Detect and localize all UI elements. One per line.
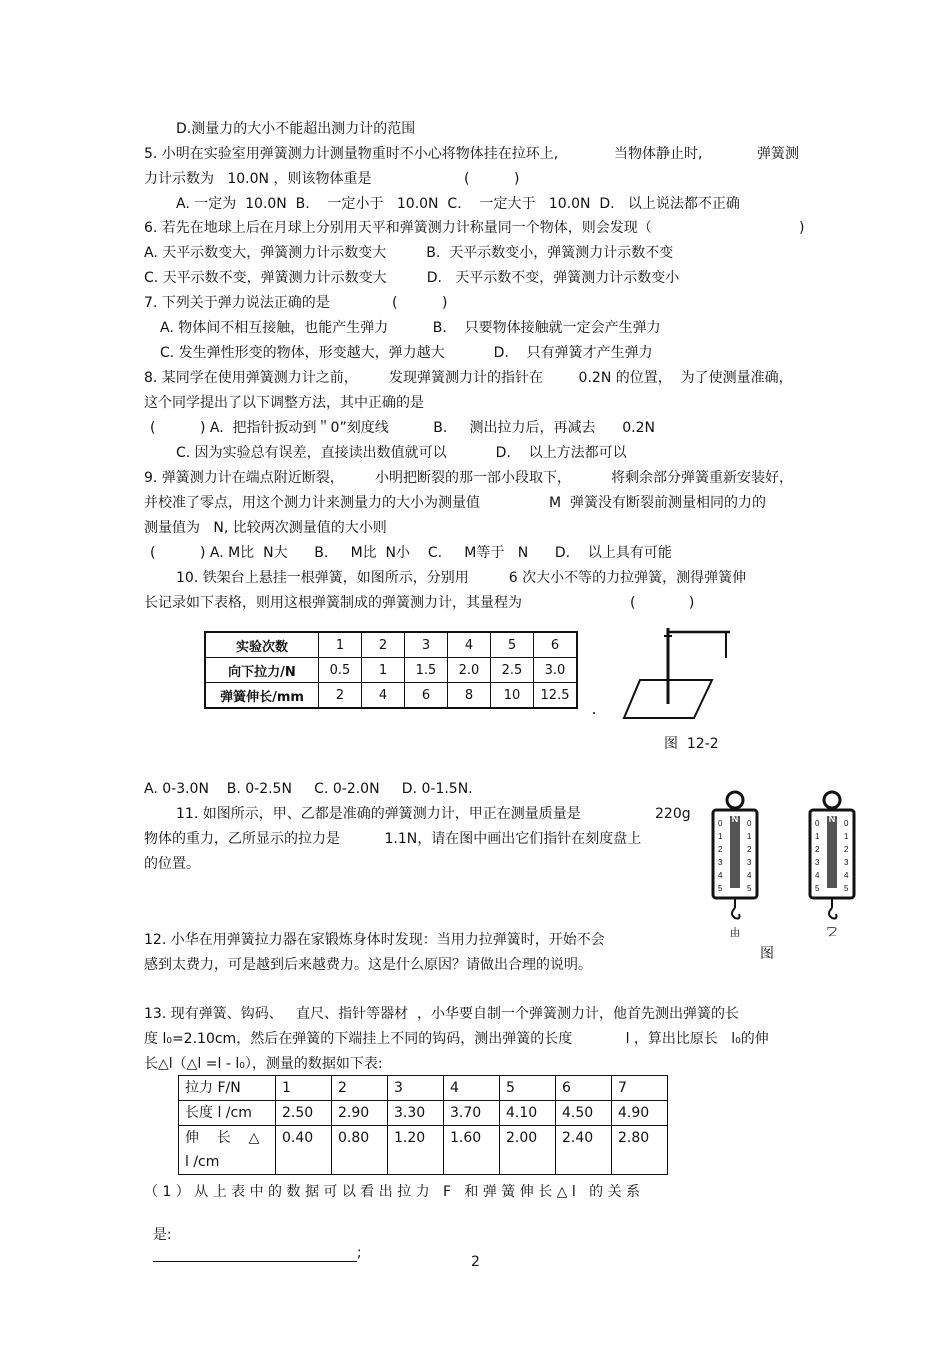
table-row	[205, 658, 577, 683]
table-cell: 6	[534, 632, 578, 658]
table-row	[179, 1126, 668, 1175]
q13-data-table	[178, 1075, 668, 1175]
q9-line2-b: M 弹簧没有断裂前测量相同的力的	[549, 495, 766, 511]
table-cell: 4.90	[612, 1101, 668, 1126]
table-cell: 4.10	[500, 1101, 556, 1126]
scale-right-5: 5	[747, 884, 752, 893]
scale-right-1: 1	[844, 832, 849, 841]
table-cell: 2	[319, 683, 362, 709]
table-cell: 2.50	[276, 1101, 332, 1126]
table-row	[179, 1076, 668, 1101]
q13-sub1-end: ;	[356, 1245, 362, 1261]
table-cell: 2.40	[556, 1126, 612, 1175]
stand-dot	[593, 712, 595, 714]
scale-right-2: 2	[844, 845, 849, 854]
table-cell: 5	[500, 1076, 556, 1101]
q7-stem: 7. 下列关于弹力说法正确的是	[144, 295, 330, 311]
scale-left-3: 3	[815, 858, 820, 867]
q5-bracket: ( )	[464, 171, 520, 187]
table-cell: 4	[362, 683, 405, 709]
table-cell: 2.80	[612, 1126, 668, 1175]
table-head-cell: 长度 l /cm	[179, 1101, 276, 1126]
table-cell: 4.50	[556, 1101, 612, 1126]
scale-left-1: 1	[815, 832, 820, 841]
q9-line2: 并校准了零点，用这个测力计来测量力的大小为测量值	[144, 495, 480, 511]
scale-right-0: 0	[747, 819, 752, 828]
q8-line1: 8. 某同学在使用弹簧测力计之前， 发现弹簧测力计的指针在 0.2N 的位置， 为了使测量准确，	[144, 370, 793, 386]
meter-slot	[730, 816, 740, 888]
table-cell: 2.90	[332, 1101, 388, 1126]
q13-sub1-line1: （ 1 ） 从 上 表 中 的 数 据 可 以 看 出 拉 力 F 和 弹 簧 伸 长 △ l 的 关 系	[144, 1184, 641, 1200]
q7-options-cd: C. 发生弹性形变的物体，形变越大，弹力越大 D. 只有弹簧才产生弹力	[160, 345, 653, 361]
table-cell: 0.80	[332, 1126, 388, 1175]
scale-left-1: 1	[718, 832, 723, 841]
table-head-cell: 拉力 F/N	[179, 1076, 276, 1101]
scale-left-4: 4	[718, 871, 723, 880]
table-row	[205, 632, 577, 658]
scale-left-2: 2	[815, 845, 820, 854]
q10-data-table	[204, 631, 578, 709]
scale-right-4: 4	[747, 871, 752, 880]
table-cell: 12.5	[534, 683, 578, 709]
q5-options: A. 一定为 10.0N B. 一定小于 10.0N C. 一定大于 10.0N D. 以上说法都不正确	[176, 196, 740, 212]
scale-right-0: 0	[844, 819, 849, 828]
q6-bracket-end: )	[799, 220, 805, 236]
spring-balance-left	[705, 790, 765, 940]
table-cell: 1.5	[405, 658, 448, 683]
table-cell: 7	[612, 1076, 668, 1101]
n-letter: N	[731, 814, 739, 824]
table-cell: 2.5	[491, 658, 534, 683]
scale-right-3: 3	[844, 858, 849, 867]
scale-right-5: 5	[844, 884, 849, 893]
table-cell: 1.60	[444, 1126, 500, 1175]
q11-line2: 物体的重力，乙所显示的拉力是 1.1N，请在图中画出它们指针在刻度盘上	[144, 831, 642, 847]
q10-line2: 长记录如下表格，则用这根弹簧制成的弹簧测力计，其量程为	[144, 595, 522, 611]
q10-line1: 10. 铁架台上悬挂一根弹簧，如图所示，分别用 6 次大小不等的力拉弹簧，测得弹簧伸	[176, 570, 747, 586]
table-head-cell: 向下拉力/N	[205, 658, 319, 683]
scale-right-4: 4	[844, 871, 849, 880]
scale-left-5: 5	[815, 884, 820, 893]
meter-hook	[732, 908, 740, 919]
spring-balance-right	[802, 790, 862, 940]
table-cell: 0.40	[276, 1126, 332, 1175]
scale-left-0: 0	[815, 819, 820, 828]
n-letter: N	[828, 814, 836, 824]
q13-line3: 长△l（△l =l - l₀），测量的数据如下表:	[144, 1056, 383, 1072]
table-cell: 3.70	[444, 1101, 500, 1126]
meter-label-yi: 乙	[826, 925, 838, 938]
answer-blank[interactable]	[153, 1247, 357, 1262]
scale-left-0: 0	[718, 819, 723, 828]
q9-line4: ( ) A. M比 N大 B. M比 N小 C. M等于 N D. 以上具有可能	[150, 545, 672, 561]
table-cell: 4	[448, 632, 491, 658]
table-cell: 5	[491, 632, 534, 658]
meter-slot	[827, 816, 837, 888]
q8-line3: ( ) A. 把指针扳动到＂0”刻度线 B. 测出拉力后，再减去 0.2N	[150, 420, 655, 436]
q12-line2: 感到太费力，可是越到后来越费力。这是什么原因？请做出合理的说明。	[144, 957, 592, 973]
table-cell: 3.0	[534, 658, 578, 683]
q10-bracket: ( )	[630, 595, 695, 611]
scale-left-3: 3	[718, 858, 723, 867]
q13-line1: 13. 现有弹簧、钩码、 直尺、指针等器材 ，小华要自制一个弹簧测力计，他首先测出弹簧的长	[144, 1006, 739, 1022]
table-head-cell: 弹簧伸长/mm	[205, 683, 319, 709]
table-head-cell: 伸 长 △ l /cm	[179, 1126, 276, 1175]
q5-line1: 5. 小明在实验室用弹簧测力计测量物重时不小心将物体挂在拉环上,	[144, 146, 559, 162]
table-cell: 1	[276, 1076, 332, 1101]
meter-label-jia: 甲	[729, 925, 741, 938]
scale-left-2: 2	[718, 845, 723, 854]
table-cell: 1.20	[388, 1126, 444, 1175]
scale-left-5: 5	[718, 884, 723, 893]
q6-options-ab: A. 天平示数变大，弹簧测力计示数变大 B. 天平示数变小，弹簧测力计示数不变	[144, 245, 674, 261]
q11-figure-caption: 图	[760, 946, 774, 962]
table-cell: 6	[556, 1076, 612, 1101]
table-cell: 0.5	[319, 658, 362, 683]
table-cell: 2.0	[448, 658, 491, 683]
table-row	[205, 683, 577, 709]
table-cell: 4	[444, 1076, 500, 1101]
q11-line1: 11. 如图所示，甲、乙都是准确的弹簧测力计，甲正在测量质量是	[176, 806, 581, 822]
table-cell: 2.00	[500, 1126, 556, 1175]
table-cell: 1	[319, 632, 362, 658]
scale-right-3: 3	[747, 858, 752, 867]
scale-left-4: 4	[815, 871, 820, 880]
q13-line2: 度 l₀=2.10cm，然后在弹簧的下端挂上不同的钩码，测出弹簧的长度 l ，算出比原长 l₀的伸	[144, 1031, 769, 1047]
q5-line2: 力计示数为 10.0N ，则该物体重是	[144, 171, 372, 187]
hanging-ring	[824, 792, 840, 808]
q11-line1-b: 220g	[655, 806, 691, 822]
q10-options: A. 0-3.0N B. 0-2.5N C. 0-2.0N D. 0-1.5N.	[144, 781, 473, 797]
meter-hook	[829, 908, 837, 919]
q8-line4: C. 因为实验总有误差，直接读出数值就可以 D. 以上方法都可以	[176, 445, 627, 461]
table-cell: 2	[332, 1076, 388, 1101]
q5-line1-b: 当物体静止时,	[614, 146, 703, 162]
q7-options-ab: A. 物体间不相互接触，也能产生弹力 B. 只要物体接触就一定会产生弹力	[160, 320, 661, 336]
q9-line1: 9. 弹簧测力计在端点附近断裂， 小明把断裂的那一部小段取下， 将剩余部分弹簧重新安装好，	[144, 470, 794, 486]
table-cell: 2	[362, 632, 405, 658]
q13-sub1-line2	[144, 1208, 362, 1262]
hanging-ring	[727, 792, 743, 808]
table-cell: 10	[491, 683, 534, 709]
q6-options-cd: C. 天平示数不变，弹簧测力计示数变大 D. 天平示数不变，弹簧测力计示数变小	[144, 270, 680, 286]
q9-line3: 测量值为 N, 比较两次测量值的大小则	[144, 520, 387, 536]
q11-line3: 的位置。	[144, 856, 200, 872]
table-cell: 8	[448, 683, 491, 709]
table-cell: 3	[405, 632, 448, 658]
table-cell: 1	[362, 658, 405, 683]
q12-line1: 12. 小华在用弹簧拉力器在家锻炼身体时发现：当用力拉弹簧时，开始不会	[144, 932, 605, 948]
iron-stand-figure	[590, 622, 740, 728]
scale-right-1: 1	[747, 832, 752, 841]
table-cell: 6	[405, 683, 448, 709]
scale-right-2: 2	[747, 845, 752, 854]
q13-sub1-prefix: 是:	[152, 1227, 172, 1243]
q8-line2: 这个同学提出了以下调整方法，其中正确的是	[144, 395, 424, 411]
figure-12-2-caption: 图 12-2	[664, 736, 719, 752]
table-cell: 3	[388, 1076, 444, 1101]
table-cell: 3.30	[388, 1101, 444, 1126]
page-number: 2	[471, 1254, 480, 1270]
q4-option-d: D.测量力的大小不能超出测力计的范围	[176, 121, 416, 137]
table-head-cell: 实验次数	[205, 632, 319, 658]
table-row	[179, 1101, 668, 1126]
q5-line1-c: 弹簧测	[757, 146, 799, 162]
q7-bracket: ( )	[392, 295, 448, 311]
q6-stem: 6. 若先在地球上后在月球上分别用天平和弹簧测力计称量同一个物体，则会发现（	[144, 220, 652, 236]
